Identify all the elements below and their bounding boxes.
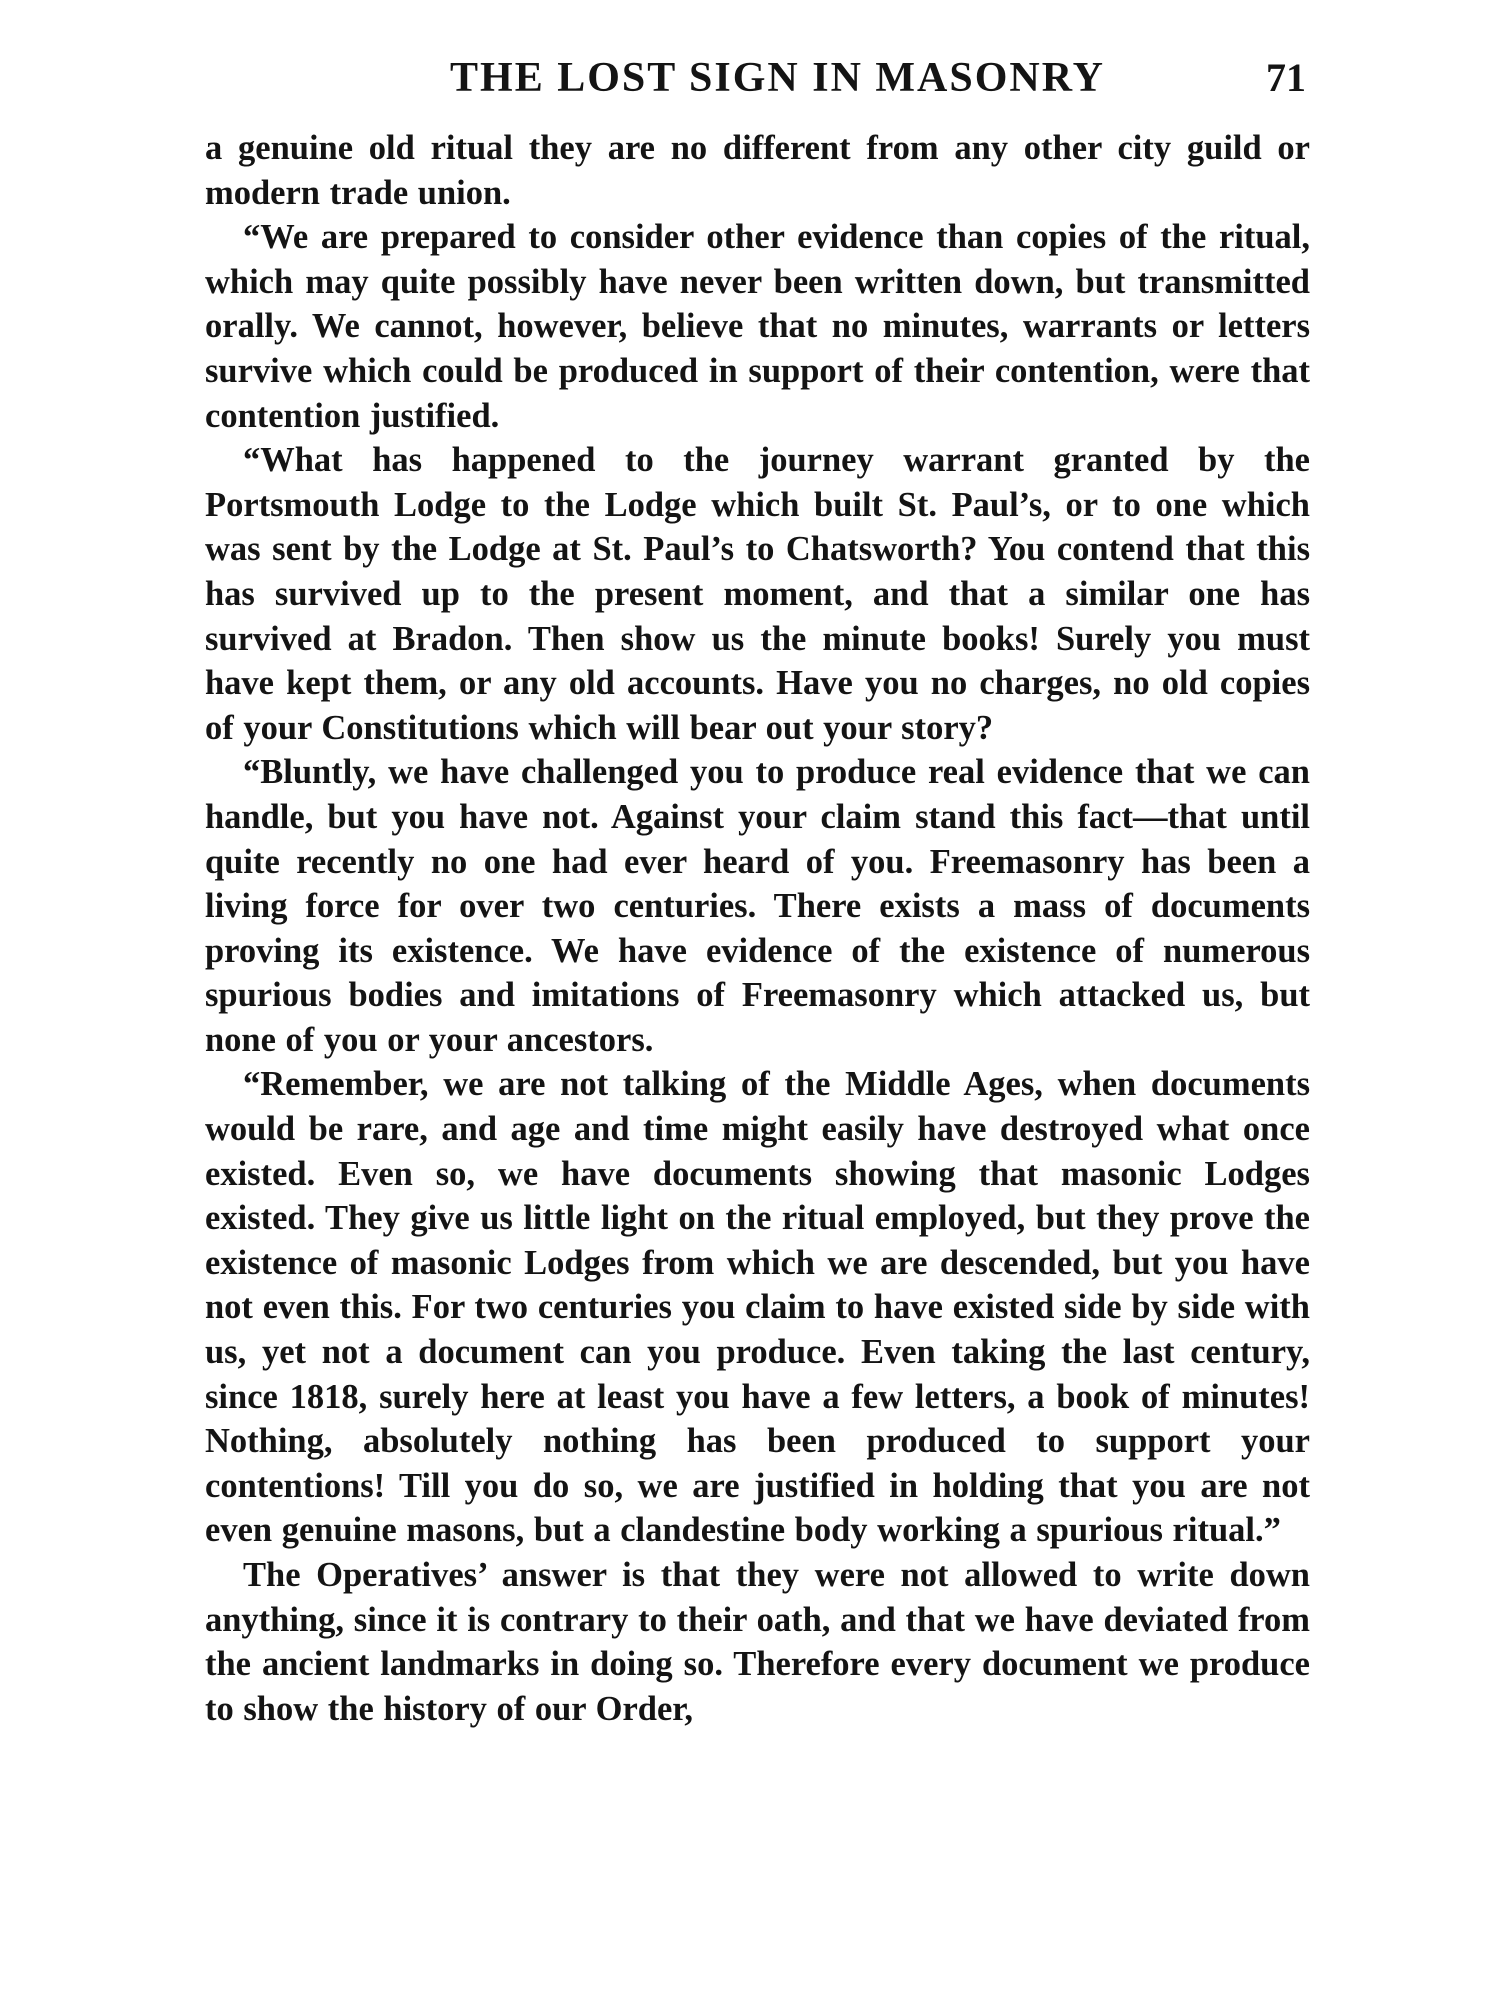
- paragraph-3: “What has happened to the journey warrant granted by the Portsmouth Lodge to the Lodge which built St. Paul’s, or to one which was sent by the Lodge at St. Paul’s to Chatsworth? You contend that this has survived up to the present moment, and that a similar one has survived at Bradon. Then show us the minute books! Surely you must have kept them, or any old accounts. Have you no charges, no old copies of your Constitutions which will bear out your story?: [205, 441, 1310, 747]
- book-page: [205, 48, 1310, 1731]
- paragraph-4: “Bluntly, we have challenged you to produce real evidence that we can handle, but you have not. Against your claim stand this fact—that until quite recently no one had ever heard of you. Freemasonry has been a living force for over two centuries. There exists a mass of documents proving its existence. We have evidence of the existence of numerous spurious bodies and imitations of Freemasonry which attacked us, but none of you or your ancestors.: [205, 753, 1310, 1059]
- running-title: THE LOST SIGN IN MASONRY: [450, 55, 1105, 101]
- paragraph-1: a genuine old ritual they are no different from any other city guild or modern trade union.: [205, 129, 1310, 212]
- paragraph-6: The Operatives’ answer is that they were not allowed to write down anything, since it is contrary to their oath, and that we have deviated from the ancient landmarks in doing so. Therefore every document we produce to show the history of our Order,: [205, 1556, 1310, 1728]
- paragraph-5: “Remember, we are not talking of the Middle Ages, when documents would be rare, and age and time might easily have destroyed what once existed. Even so, we have documents showing that masonic Lodges existed. They give us little light on the ritual employed, but they prove the existence of masonic Lodges from which we are descended, but you have not even this. For two centuries you claim to have existed side by side with us, yet not a document can you produce. Even taking the last century, since 1818, surely here at least you have a few letters, a book of minutes! Nothing, absolutely nothing has been produced to support your contentions! Till you do so, we are justified in holding that you are not even genuine masons, but a clandestine body working a spurious ritual.”: [205, 1065, 1310, 1550]
- running-head: [205, 48, 1310, 112]
- page-number: 71: [1266, 55, 1306, 100]
- body-text: [205, 126, 1310, 1731]
- paragraph-2: “We are prepared to consider other evidence than copies of the ritual, which may quite possibly have never been written down, but transmitted orally. We cannot, however, believe that no minutes, warrants or letters survive which could be produced in support of their contention, were that contention justified.: [205, 218, 1310, 435]
